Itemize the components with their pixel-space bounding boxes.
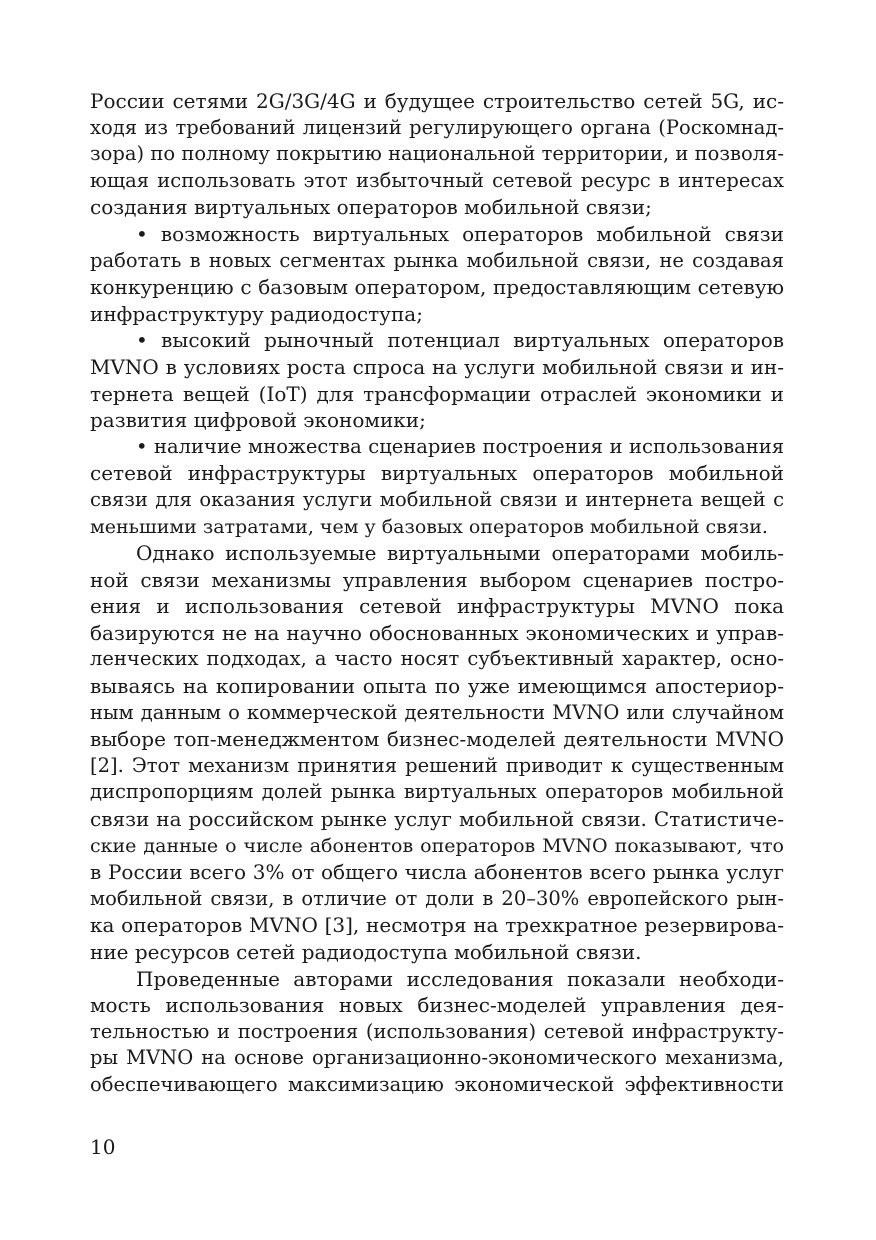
text-line: базируются не на научно обоснованных экономических и управ- — [90, 620, 784, 645]
text-line: ние ресурсов сетей радиодоступа мобильной связи. — [90, 940, 642, 964]
text-line: ющая использовать этот избыточный сетевой ресурс в интересах — [90, 168, 784, 192]
paragraph-mvno-mechanisms — [90, 540, 784, 966]
text-line: ленческих подходах, а часто носят субъективный характер, осно- — [90, 647, 784, 671]
text-line: связи для оказания услуги мобильной связи и интернета вещей с — [90, 487, 784, 511]
text-line: в России всего 3% от общего числа абонентов всего рынка услуг — [90, 860, 784, 885]
text-line: • наличие множества сценариев построения и использования — [136, 434, 784, 458]
text-line: диспропорциям долей рынка виртуальных операторов мобильной — [90, 780, 784, 804]
text-line: зора) по полному покрытию национальной территории, и позволя- — [90, 142, 784, 166]
text-line: меньшими затратами, чем у базовых операторов мобильной связи. — [90, 515, 768, 538]
bullet-item-3 — [90, 434, 784, 540]
text-line: Однако используемые виртуальными операторами мобиль- — [136, 541, 784, 566]
text-line: вываясь на копировании опыта по уже имеющимся апостериор- — [90, 674, 784, 699]
text-line: развития цифровой экономики; — [90, 408, 426, 433]
text-line: ходя из требований лицензий регулирующего органа (Роскомнад- — [90, 115, 784, 139]
text-line: ка операторов MVNO [3], несмотря на трехкратное резервирова- — [90, 913, 784, 938]
text-line: мость использования новых бизнес-моделей управления дея- — [90, 993, 784, 1018]
text-line: конкуренцию с базовым оператором, предоставляющим сетевую — [90, 275, 784, 300]
text-line: обеспечивающего максимизацию экономической эффективности — [90, 1072, 784, 1096]
text-line: ным данным о коммерческой деятельности MVNO или случайном — [90, 700, 784, 724]
text-line: Проведенные авторами исследования показали необходи- — [136, 966, 784, 991]
text-line: работать в новых сегментах рынка мобильной связи, не создавая — [90, 248, 784, 272]
text-line: России сетями 2G/3G/4G и будущее строительство сетей 5G, ис- — [90, 89, 784, 113]
text-line: ры MVNO на основе организационно-экономического механизма, — [90, 1046, 784, 1070]
text-line: мобильной связи, в отличие от доли в 20–30% европейского рын- — [90, 886, 784, 910]
page-body — [90, 88, 784, 1099]
text-line: ские данные о числе абонентов операторов MVNO показывают, что — [90, 834, 784, 857]
text-line: сетевой инфраструктуры виртуальных операторов мобильной — [90, 461, 784, 486]
text-line: • высокий рыночный потенциал виртуальных операторов — [136, 328, 784, 353]
paragraph-research-findings — [90, 966, 784, 1099]
text-line: [2]. Этот механизм принятия решений приводит к существенным — [90, 753, 784, 777]
text-line: создания виртуальных операторов мобильной связи; — [90, 195, 652, 220]
text-line: инфраструктуру радиодоступа; — [90, 301, 423, 326]
paragraph-continuation — [90, 88, 784, 221]
text-line: выборе топ-менеджментом бизнес-моделей деятельности MVNO — [90, 727, 784, 752]
text-line: ения и использования сетевой инфраструктуры MVNO пока — [90, 594, 784, 619]
bullet-item-1 — [90, 221, 784, 327]
text-line: тельностью и построения (использования) сетевой инфраструкту- — [90, 1019, 784, 1043]
text-line: • возможность виртуальных операторов мобильной связи — [136, 221, 784, 246]
text-line: связи на российском рынке услуг мобильной связи. Статистиче- — [90, 807, 784, 832]
text-line: ной связи механизмы управления выбором сценариев постро- — [90, 567, 784, 592]
page-number: 10 — [90, 1135, 116, 1159]
text-line: MVNO в условиях роста спроса на услуги мобильной связи и ин- — [90, 354, 784, 379]
bullet-item-2 — [90, 327, 784, 433]
text-line: тернета вещей (IoT) для трансформации отраслей экономики и — [90, 381, 784, 406]
